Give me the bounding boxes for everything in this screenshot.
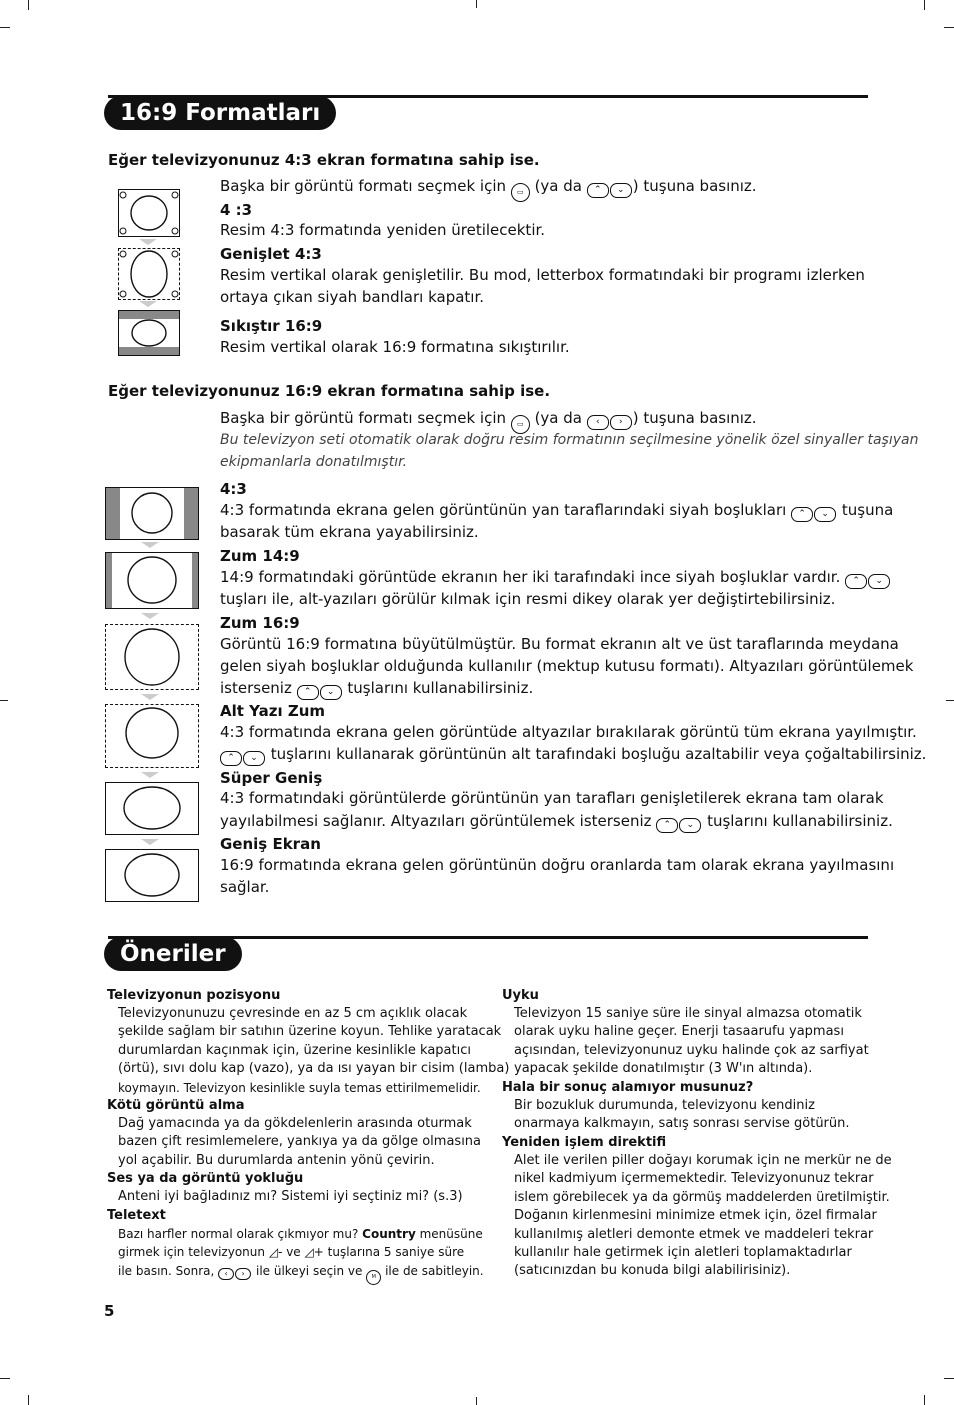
tip-line: olarak uyku haline geçer. Enerji tasaarufu yapması: [514, 1024, 844, 1040]
tip-body: [514, 1005, 869, 1079]
up-down-keys-icon: ⌃ ⌄: [297, 678, 343, 700]
arrow-down-icon: [141, 694, 159, 700]
intro-text: Başka bir görüntü formatı seçmek için: [220, 409, 506, 427]
crop-mark: [28, 1395, 29, 1405]
intro-text: (ya da: [534, 409, 582, 427]
tip-text: ile ülkeyi seçin ve: [255, 1263, 363, 1278]
zoom-14-9-thumbnail: [105, 552, 199, 609]
volume-icon: ◿: [268, 1245, 279, 1260]
tip-line: kullanılır hale getirmek için aletleri toplamaktadırlar: [514, 1245, 852, 1261]
crop-mark: [476, 0, 477, 8]
left-right-keys-icon: ‹ ›: [587, 408, 633, 430]
wide-screen-thumbnail: [105, 849, 199, 902]
tip-line: Doğanın kirlenmesini minimize etmek için, özel firmalar: [514, 1208, 877, 1224]
tip-title: Uyku: [502, 988, 539, 1003]
volume-icon: ◿: [304, 1245, 314, 1260]
up-down-keys-icon: ⌃ ⌄: [656, 811, 702, 833]
note-text: ekipmanlarla donatılmıştır.: [220, 454, 408, 470]
crop-mark: [924, 1395, 925, 1405]
tip-body: [118, 1115, 481, 1170]
format-desc: 4:3 formatındaki görüntülerde görüntünün yan tarafları genişletilerek ekrana tam olarak: [220, 789, 884, 807]
tip-line: (örtü), sıvı dolu kap (vazo), ya da ısı yayan bir cisim (lamba): [118, 1061, 510, 1077]
desc-text: tuşlarını kullanarak görüntünün alt tarafındaki boşluğu azaltabilir veya çoğaltabilirsiniz.: [270, 745, 927, 763]
tip-line: (satıcınızdan bu konuda bilgi alabilirisiniz).: [514, 1263, 791, 1279]
tip-line: Alet ile verilen piller doğayı korumak için ne merkür ne de: [514, 1153, 892, 1168]
subsection-heading: Eğer televizyonunuz 4:3 ekran formatına sahip ise.: [108, 151, 540, 169]
page-number: 5: [104, 1302, 115, 1320]
tip-title: Teletext: [107, 1208, 166, 1223]
format-desc: tuşları ile, alt-yazıları görülür kılmak için resmi dikey olarak yer değiştirtebilirsiniz.: [220, 590, 836, 608]
intro-text: Başka bir görüntü formatı seçmek için: [220, 177, 506, 195]
tip-title: Televizyonun pozisyonu: [107, 988, 281, 1003]
format-title: Genişlet 4:3: [220, 245, 322, 263]
format-desc: Görüntü 16:9 formatına büyütülmüştür. Bu format ekranın alt ve üst taraflarında meydana: [220, 635, 899, 653]
desc-text: isterseniz: [220, 679, 292, 697]
expand-4-3-thumbnail: [118, 248, 180, 300]
tip-title: Kötü görüntü alma: [107, 1098, 245, 1113]
crop-mark: [476, 1397, 477, 1405]
format-title: Zum 14:9: [220, 547, 300, 565]
desc-text: tuşlarını kullanabilirsiniz.: [347, 679, 534, 697]
tip-text: - ve: [278, 1245, 301, 1260]
format-title: Zum 16:9: [220, 614, 300, 632]
tip-body: [118, 1005, 509, 1097]
tip-line: Televizyon 15 saniye süre ile sinyal almazsa otomatik: [514, 1006, 862, 1021]
arrow-down-icon: [141, 613, 159, 619]
crop-mark: [0, 1378, 10, 1379]
tip-title: Ses ya da görüntü yokluğu: [107, 1171, 304, 1186]
tip-line: yapacak şekilde donatılmıştır (3 W'ın altında).: [514, 1061, 813, 1077]
tip-line: kullanılmış aletleri demonte etmek ve maddeleri tekrar: [514, 1226, 874, 1242]
super-wide-thumbnail: [105, 782, 199, 835]
intro-line: [220, 175, 757, 202]
format-title: Sıkıştır 16:9: [220, 317, 323, 335]
arrow-down-icon: [141, 839, 159, 845]
left-right-keys-icon: ‹ ›: [218, 1263, 252, 1281]
desc-text: yayılabilmesi sağlanır. Altyazıları görüntülemek isterseniz: [220, 812, 652, 830]
picture-format-icon: ▭: [511, 415, 530, 434]
tip-line: onarmaya kalkmayın, satış sonrası servise götürün.: [514, 1116, 850, 1132]
tip-line: şekilde sağlam bir satıhın üzerine koyun. Tehlike yaratacak: [118, 1024, 502, 1040]
compress-16-9-thumbnail: [118, 310, 180, 356]
tip-line: koymayın. Televizyon kesinlikle suyla temas ettirilmemelidir.: [118, 1080, 481, 1095]
tip-text: menüsüne: [419, 1227, 483, 1241]
tip-line: [118, 1225, 484, 1243]
format-desc: [220, 499, 893, 522]
format-title: Süper Geniş: [220, 769, 323, 787]
tip-text: ile basın. Sonra,: [118, 1263, 215, 1278]
format-desc: gelen siyah boşluklar olduğunda kullanılır (mektup kutusu formatı). Altyazıları görüntülemek: [220, 657, 914, 675]
tip-text: + tuşlarına 5 saniye süre: [313, 1245, 465, 1260]
subsection-heading: Eğer televizyonunuz 16:9 ekran formatına sahip ise.: [108, 382, 551, 400]
intro-text: ) tuşuna basınız.: [632, 177, 757, 195]
crop-mark: [0, 700, 8, 701]
tip-title: Hala bir sonuç alamıyor musunuz?: [502, 1080, 754, 1095]
format-title: 4:3: [220, 480, 247, 498]
crop-mark: [924, 0, 925, 10]
format-4-3-thumbnail: [118, 189, 180, 237]
tip-body: [118, 1225, 484, 1285]
crop-mark: [944, 27, 954, 28]
tip-line: bazen çift resimlemelere, yankıya ya da gölge olmasına: [118, 1134, 482, 1150]
format-title: Geniş Ekran: [220, 835, 321, 853]
format-desc: ortaya çıkan siyah bandları kapatır.: [220, 288, 485, 306]
tip-body: [118, 1188, 463, 1206]
format-desc: basarak tüm ekrana yayabilirsiniz.: [220, 523, 479, 541]
tip-line: açısından, televizyonunuz uyku halinde çok az sarfiyat: [514, 1042, 869, 1058]
tip-text: ile de sabitleyin.: [385, 1263, 484, 1278]
note-text: Bu televizyon seti otomatik olarak doğru resim formatının seçilmesine yönelik özel sinyaller taşıyan: [220, 432, 919, 448]
up-down-keys-icon: ⌃ ⌄: [587, 176, 633, 198]
crop-mark: [28, 0, 29, 10]
format-desc: [220, 566, 891, 589]
tip-line: nikel kadmiyum içermemektedir. Televizyonunuz tekrar: [514, 1171, 874, 1187]
menu-icon: M: [366, 1270, 381, 1285]
tip-line: Anteni iyi bağladınız mı? Sistemi iyi seçtiniz mi? (s.3): [118, 1189, 463, 1204]
format-desc: sağlar.: [220, 878, 270, 896]
desc-text: tuşlarını kullanabilirsiniz.: [707, 812, 893, 830]
format-desc: Resim 4:3 formatında yeniden üretilecektir.: [220, 221, 546, 239]
format-4-3-wide-thumbnail: [105, 487, 199, 540]
intro-text: (ya da: [534, 177, 582, 195]
intro-text: ) tuşuna basınız.: [632, 409, 757, 427]
tip-text: Bazı harfler normal olarak çıkmıyor mu?: [118, 1227, 359, 1241]
tip-line: yol açabilir. Bu durumlarda antenin yönü çevirin.: [118, 1152, 435, 1168]
country-menu-label: Country: [362, 1227, 416, 1241]
arrow-down-icon: [139, 239, 157, 245]
format-desc: 16:9 formatında ekrana gelen görüntünün doğru oranlarda tam olarak ekrana yayılmasını: [220, 856, 895, 874]
format-desc: Resim vertikal olarak genişletilir. Bu mod, letterbox formatındaki bir programı izlerken: [220, 266, 865, 284]
desc-text: tuşuna: [841, 501, 894, 519]
left-right-keys-icon: ⌃ ⌄: [791, 500, 837, 522]
tip-line: [118, 1243, 484, 1261]
format-desc: [220, 677, 533, 700]
format-desc: Resim vertikal olarak 16:9 formatına sıkıştırılır.: [220, 338, 570, 356]
format-title: Alt Yazı Zum: [220, 702, 326, 720]
zoom-16-9-thumbnail: [105, 624, 199, 690]
crop-mark: [946, 700, 954, 701]
arrow-down-icon: [139, 301, 157, 307]
tip-title: Yeniden işlem direktifi: [502, 1135, 667, 1150]
section-title: Öneriler: [104, 937, 242, 971]
tip-line: Bir bozukluk durumunda, televizyonu kendiniz: [514, 1098, 815, 1113]
tip-line: islem görebilecek ya da görmüş maddelerden üretilmiştir.: [514, 1189, 890, 1205]
up-down-keys-icon: ⌃ ⌄: [845, 567, 891, 589]
arrow-down-icon: [141, 542, 159, 548]
tip-line: durumlardan kaçınmak için, üzerine kesinlikle kapatıcı: [118, 1042, 471, 1058]
up-down-keys-icon: ⌃ ⌄: [220, 744, 266, 766]
tip-line: [118, 1262, 484, 1285]
crop-mark: [944, 1378, 954, 1379]
format-desc: [220, 810, 893, 833]
arrow-down-icon: [141, 772, 159, 778]
tip-body: [514, 1097, 850, 1134]
tip-body: [514, 1152, 892, 1281]
tip-line: Dağ yamacında ya da gökdelenlerin arasında oturmak: [118, 1116, 472, 1131]
desc-text: 4:3 formatında ekrana gelen görüntünün yan taraflarındaki siyah boşlukları: [220, 501, 787, 519]
desc-text: 14:9 formatındaki görüntüde ekranın her iki tarafındaki ince siyah boşluklar vardır.: [220, 568, 841, 586]
picture-format-icon: ▭: [511, 183, 530, 202]
format-title: 4 :3: [220, 201, 253, 219]
crop-mark: [0, 27, 10, 28]
format-desc: 4:3 formatında ekrana gelen görüntüde altyazılar bırakılarak görüntü tüm ekrana yayılmıştır.: [220, 723, 917, 741]
tip-line: Televizyonunuzu çevresinde en az 5 cm açıklık olacak: [118, 1006, 468, 1021]
tip-text: girmek için televizyonun: [118, 1245, 265, 1260]
section-title: 16:9 Formatları: [104, 96, 336, 130]
format-desc: [220, 743, 926, 766]
subtitle-zoom-thumbnail: [105, 704, 199, 768]
